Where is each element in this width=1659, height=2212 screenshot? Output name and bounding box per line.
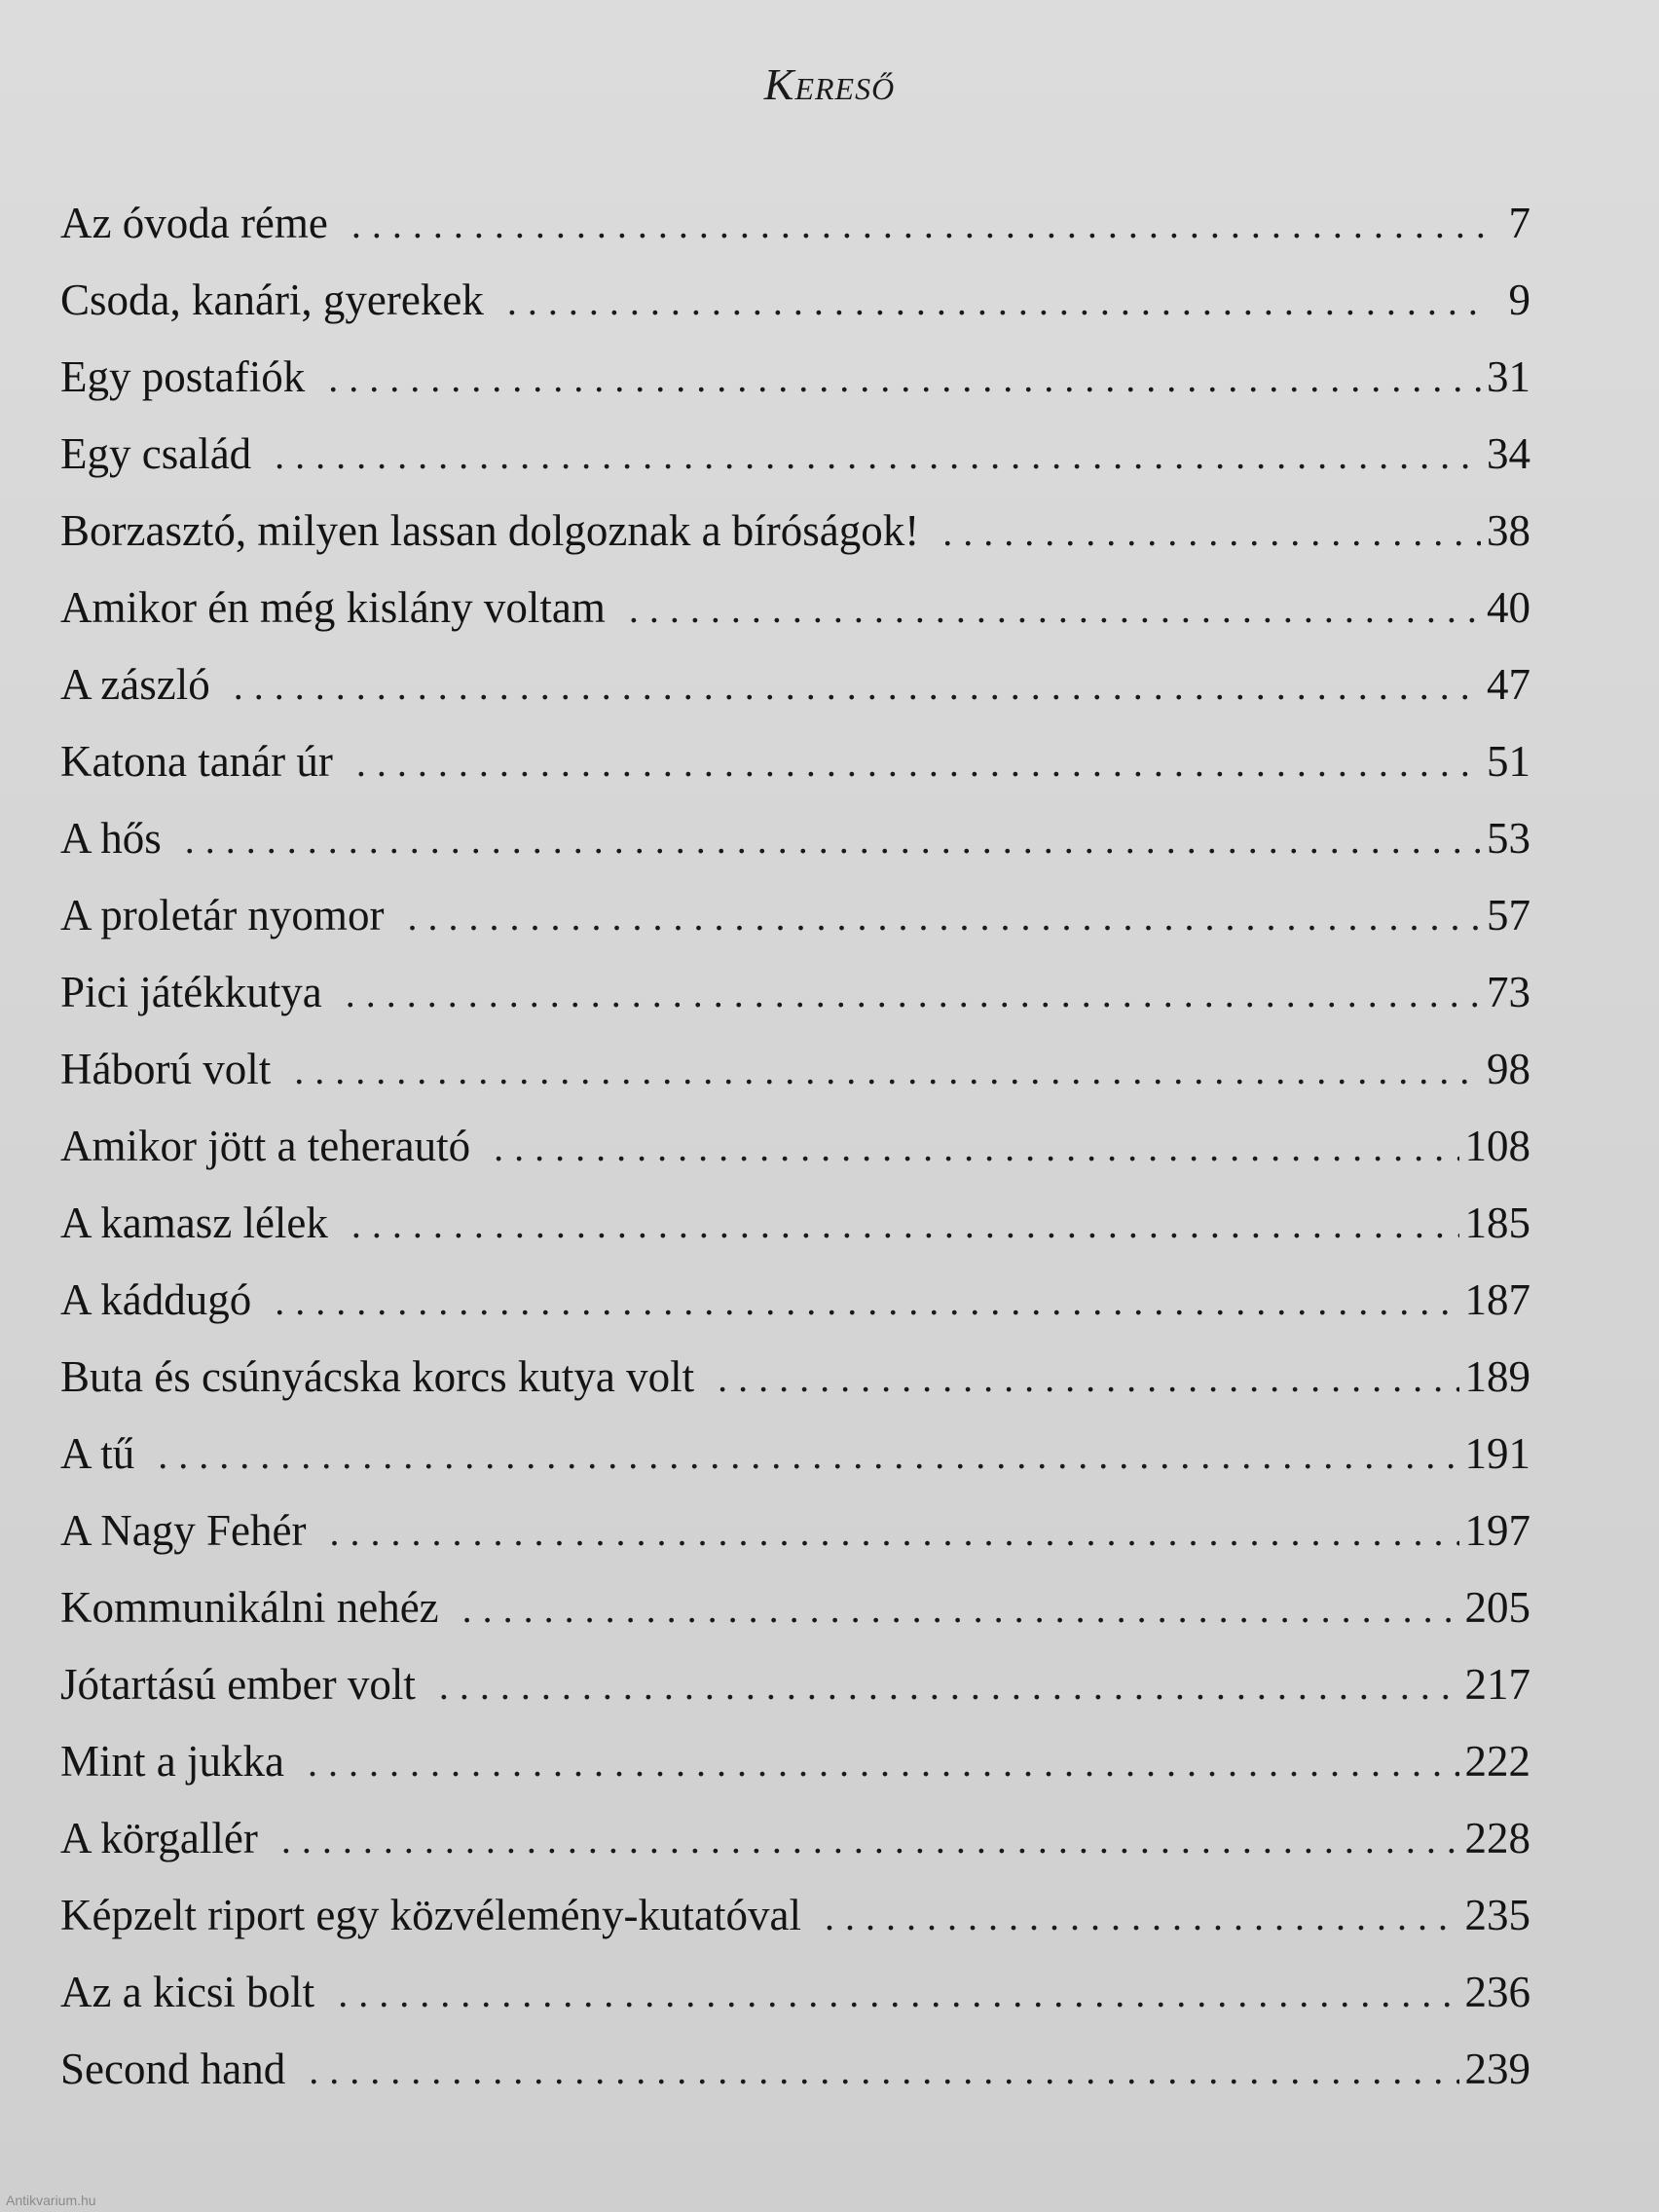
toc-dot-leader: [462, 1570, 1459, 1647]
toc-entry-page: 189: [1464, 1352, 1530, 1401]
toc-entry: [60, 1416, 1530, 1493]
toc-entry-title: A körgallér: [60, 1814, 258, 1862]
toc-dot-leader: [329, 1493, 1458, 1570]
toc-entry-title: Buta és csúnyácska korcs kutya volt: [60, 1352, 695, 1401]
toc-entry-title: Egy postafiók: [60, 352, 306, 401]
toc-dot-leader: [629, 571, 1481, 647]
toc-entry-title: Second hand: [60, 2045, 286, 2093]
toc-entry-page: 47: [1487, 660, 1530, 709]
toc-entry-title: Képzelt riport egy közvélemény-kutatóval: [60, 1891, 801, 1939]
toc-entry-title: A kamasz lélek: [60, 1198, 328, 1247]
page-heading-text: Kereső: [763, 59, 896, 109]
toc-entry-page: 38: [1487, 506, 1530, 555]
toc-dot-leader: [407, 878, 1481, 955]
toc-entry-page: 108: [1464, 1122, 1530, 1170]
toc-entry: [60, 1723, 1530, 1800]
toc-entry: [60, 2031, 1530, 2108]
toc-entry-title: Katona tanár úr: [60, 737, 333, 786]
toc-entry-title: Borzasztó, milyen lassan dolgoznak a bíróságok!: [60, 506, 920, 555]
toc-entry: [60, 339, 1530, 416]
toc-entry-page: 73: [1487, 968, 1530, 1016]
toc-dot-leader: [942, 494, 1481, 571]
toc-entry-page: 98: [1487, 1045, 1530, 1093]
toc-entry-page: 222: [1464, 1737, 1530, 1786]
toc-entry: [60, 1954, 1530, 2031]
toc-entry-page: 217: [1464, 1660, 1530, 1709]
toc-entry: [60, 1031, 1530, 1108]
toc-entry-page: 53: [1487, 814, 1530, 863]
toc-entry: [60, 1569, 1530, 1646]
toc-entry-page: 187: [1464, 1275, 1530, 1324]
toc-dot-leader: [309, 2032, 1458, 2109]
toc-dot-leader: [185, 801, 1481, 878]
toc-entry: [60, 723, 1530, 800]
toc-entry-title: Háború volt: [60, 1045, 272, 1093]
toc-entry: [60, 570, 1530, 646]
toc-dot-leader: [275, 1263, 1458, 1340]
page-heading: [0, 58, 1659, 110]
toc-dot-leader: [351, 1186, 1459, 1263]
toc-entry-title: Csoda, kanári, gyerekek: [60, 276, 484, 324]
toc-dot-leader: [281, 1801, 1459, 1878]
toc-entry-title: Kommunikálni nehéz: [60, 1583, 439, 1632]
toc-entry-page: 40: [1487, 583, 1530, 632]
toc-entry-title: Jótartású ember volt: [60, 1660, 416, 1709]
toc-dot-leader: [718, 1340, 1458, 1417]
watermark-text: Antikvarium.hu: [6, 2193, 96, 2208]
toc-entry: [60, 185, 1530, 262]
toc-entry: [60, 954, 1530, 1031]
table-of-contents: [60, 185, 1530, 2108]
toc-entry-title: Amikor jött a teherautó: [60, 1122, 471, 1170]
toc-entry: [60, 1185, 1530, 1262]
toc-dot-leader: [328, 340, 1481, 417]
toc-entry-page: 7: [1508, 199, 1530, 247]
toc-entry-title: A hős: [60, 814, 162, 863]
toc-entry-page: 57: [1487, 891, 1530, 940]
toc-dot-leader: [294, 1032, 1481, 1109]
toc-entry-title: Az a kicsi bolt: [60, 1968, 315, 2016]
toc-entry: [60, 1108, 1530, 1185]
toc-entry-page: 228: [1464, 1814, 1530, 1862]
toc-dot-leader: [346, 955, 1481, 1032]
toc-dot-leader: [356, 724, 1481, 801]
toc-entry-page: 197: [1464, 1506, 1530, 1555]
toc-dot-leader: [338, 1955, 1458, 2032]
toc-entry: [60, 1339, 1530, 1416]
toc-entry-page: 235: [1464, 1891, 1530, 1939]
toc-entry: [60, 1800, 1530, 1877]
toc-entry-page: 185: [1464, 1198, 1530, 1247]
toc-entry-page: 34: [1487, 429, 1530, 478]
toc-entry-page: 205: [1464, 1583, 1530, 1632]
toc-entry: [60, 1646, 1530, 1723]
toc-dot-leader: [494, 1109, 1458, 1186]
toc-entry-title: A tű: [60, 1429, 135, 1478]
toc-entry: [60, 1493, 1530, 1569]
toc-entry-title: A zászló: [60, 660, 210, 709]
toc-entry-title: A káddugó: [60, 1275, 252, 1324]
toc-entry-page: 239: [1464, 2045, 1530, 2093]
toc-entry: [60, 493, 1530, 570]
toc-entry: [60, 1262, 1530, 1339]
toc-entry-title: Mint a jukka: [60, 1737, 284, 1786]
toc-entry-title: A proletár nyomor: [60, 891, 385, 940]
toc-dot-leader: [158, 1417, 1458, 1493]
toc-dot-leader: [507, 263, 1486, 340]
toc-entry-title: A Nagy Fehér: [60, 1506, 307, 1555]
toc-entry-page: 9: [1508, 276, 1530, 324]
toc-dot-leader: [275, 417, 1481, 494]
toc-dot-leader: [439, 1647, 1459, 1724]
toc-entry: [60, 800, 1530, 877]
toc-entry: [60, 877, 1530, 954]
toc-entry-title: Az óvoda réme: [60, 199, 328, 247]
toc-entry-title: Pici játékkutya: [60, 968, 322, 1016]
toc-dot-leader: [308, 1724, 1459, 1801]
toc-entry-title: Amikor én még kislány voltam: [60, 583, 606, 632]
toc-entry-page: 236: [1464, 1968, 1530, 2016]
toc-entry: [60, 1877, 1530, 1954]
toc-entry-page: 51: [1487, 737, 1530, 786]
toc-entry: [60, 262, 1530, 339]
toc-dot-leader: [234, 647, 1481, 724]
toc-entry-page: 191: [1464, 1429, 1530, 1478]
toc-entry-title: Egy család: [60, 429, 252, 478]
toc-entry-page: 31: [1487, 352, 1530, 401]
toc-dot-leader: [825, 1878, 1459, 1955]
toc-dot-leader: [351, 186, 1486, 263]
toc-entry: [60, 646, 1530, 723]
toc-entry: [60, 416, 1530, 493]
